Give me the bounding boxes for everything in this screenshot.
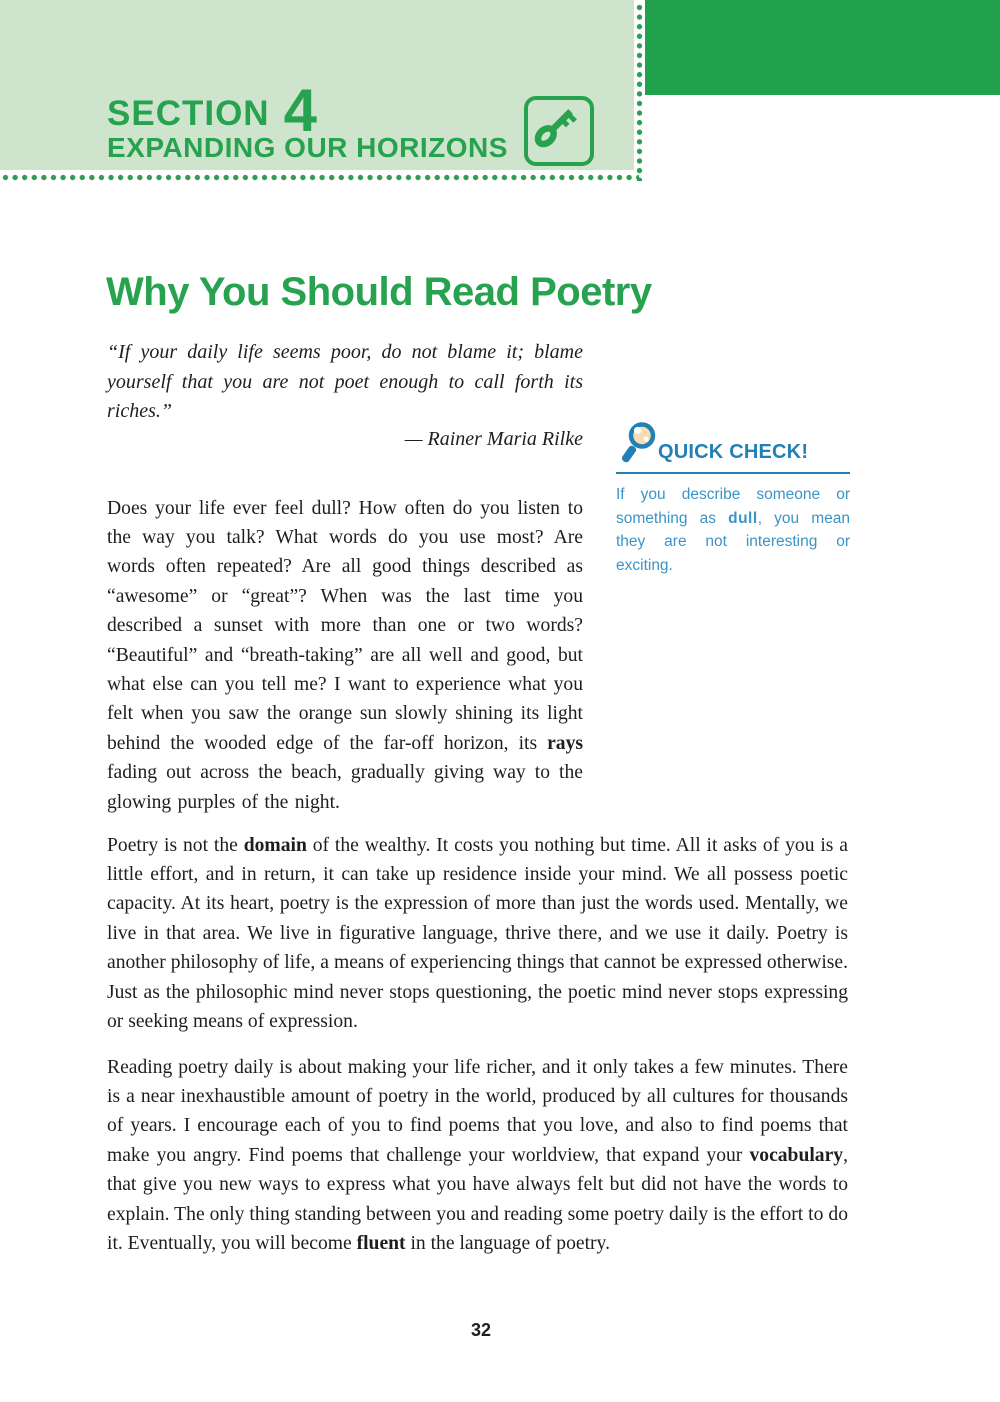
- banner-dotted-border-horizontal: [1, 173, 639, 182]
- magnifier-icon: [618, 420, 660, 470]
- page-number: 32: [470, 1320, 492, 1340]
- body-paragraph-1: Does your life ever feel dull? How often do you listen to the way you talk? What words do you use most? Are words often repeated? Are all good things described as “awesome” or “great”? When was the last time you described a sunset with more than one or two words? “Beautiful” and “breath-taking” are all well and good, but what else can you tell me? I want to experience what you felt when you saw the orange sun slowly shining its light behind the wooded edge of the far-off horizon, its rays fading out across the beach, gradually giving way to the glowing purples of the night.: [107, 497, 583, 813]
- section-subtitle: EXPANDING OUR HORIZONS: [107, 132, 508, 163]
- quick-check-title: QUICK CHECK!: [658, 441, 809, 463]
- key-icon: [524, 96, 594, 166]
- banner-dotted-border-vertical: [635, 3, 644, 181]
- quick-check-header: [616, 420, 850, 470]
- section-number: 4: [283, 77, 317, 144]
- page-title: Why You Should Read Poetry: [106, 269, 652, 314]
- quote-attribution: — Rainer Maria Rilke: [404, 428, 583, 450]
- body-paragraph-3: Reading poetry daily is about making your life richer, and it only takes a few minutes. There is a near inexhaustible amount of poetry in the world, produced by all cultures for thousands of years. I encourage each of you to find poems that you love, and also to find poems that make you angry. Find poems that challenge your worldview, that expand your vocabulary, that give you new ways to express what you have always felt but did not have the words to explain. The only thing standing between you and reading some poetry daily is the effort to do it. Eventually, you will become fluent in the language of poetry.: [107, 1056, 848, 1255]
- body-paragraph-2: Poetry is not the domain of the wealthy. It costs you nothing but time. All it asks of you is a little effort, and in return, it can take up residence inside your mind. We all possess poetic capacity. At its heart, poetry is the expression of more than just the words used. Mentally, we live in that area. We live in figurative language, thrive there, and we use it daily. Poetry is another philosophy of life, a means of experiencing things that cannot be expressed otherwise. Just as the philosophic mind never stops questioning, the poetic mind never stops expressing or seeking means of expression.: [107, 834, 849, 1033]
- quick-check-divider: [616, 472, 850, 474]
- header-green-block: [645, 0, 1000, 95]
- quick-check-text: If you describe someone or something as dull, you mean they are not interesting or exciting.: [616, 486, 850, 574]
- quick-check-box: [616, 420, 850, 577]
- section-label: SECTION: [107, 94, 270, 133]
- epigraph-quote: “If your daily life seems poor, do not blame it; blame yourself that you are not poet enough to call forth its riches.”: [107, 341, 583, 422]
